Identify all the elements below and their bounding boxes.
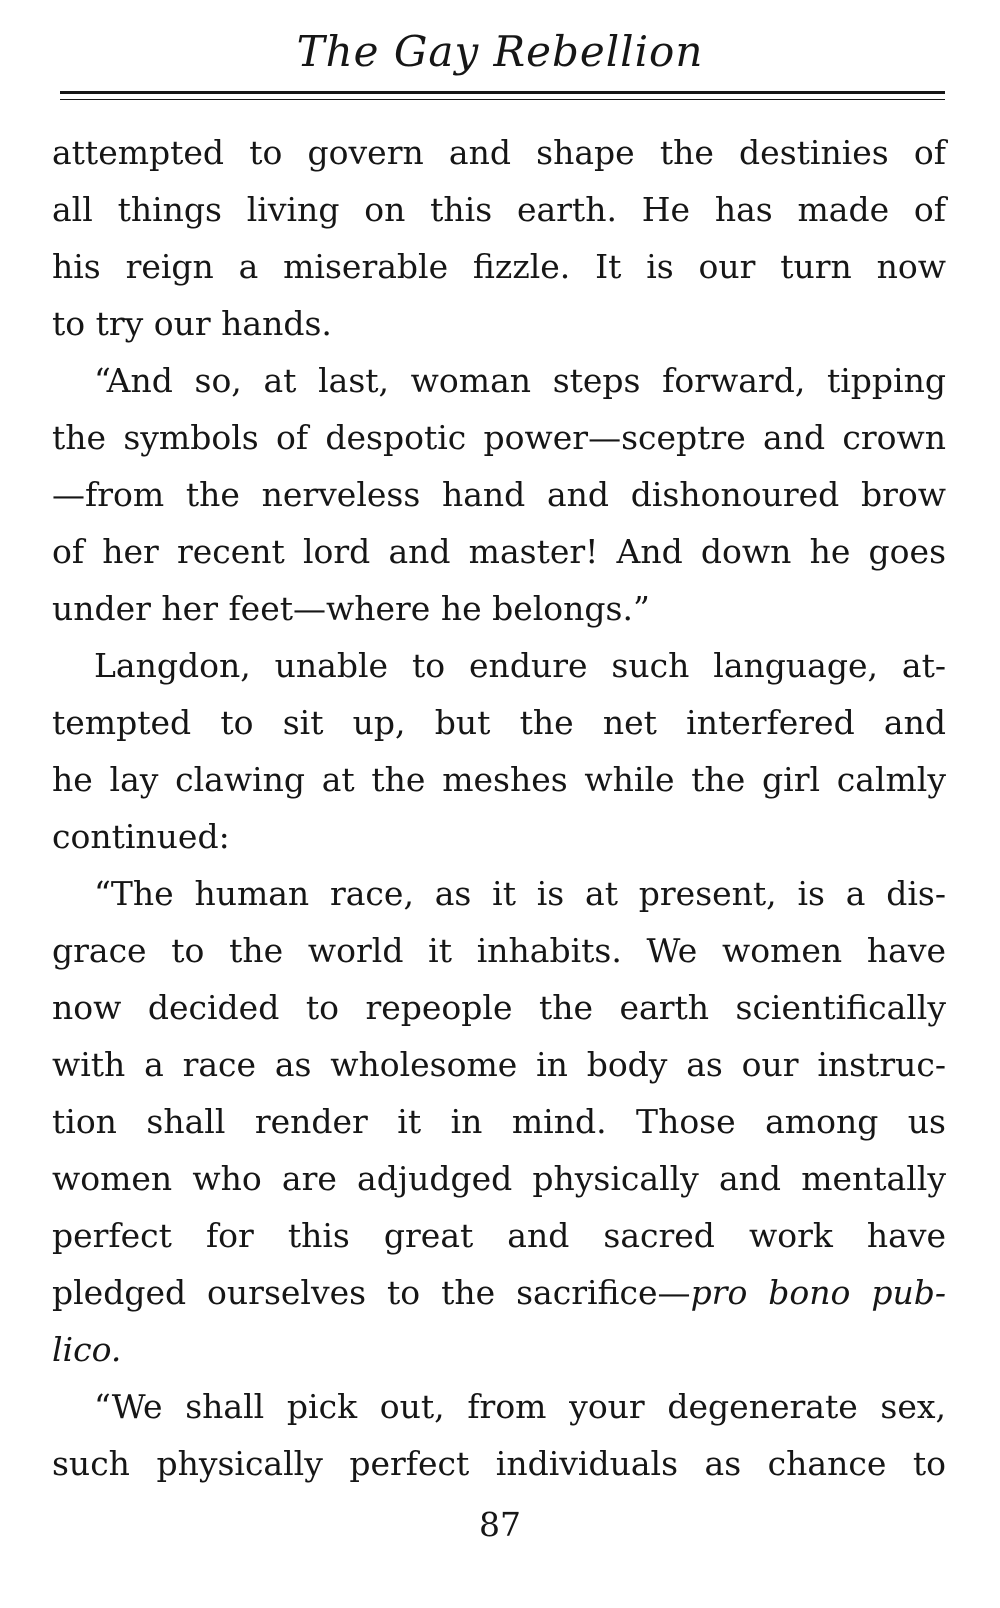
- text-line: [52, 1321, 946, 1378]
- text-line: with a race as wholesome in body as our instruc-: [52, 1045, 946, 1084]
- text-line: to try our hands.: [52, 304, 332, 343]
- text-line: [52, 1264, 946, 1321]
- text-line: of her recent lord and master! And down he goes: [52, 532, 946, 571]
- text-line: the symbols of despotic power—sceptre and crown: [52, 418, 946, 457]
- text-line: tion shall render it in mind. Those among us: [52, 1102, 946, 1141]
- header-rule-thin: [60, 99, 945, 100]
- paragraph-start-line: Langdon, unable to endure such language, at-: [94, 646, 946, 685]
- text-line: —from the nerveless hand and dishonoured brow: [52, 475, 946, 514]
- text-line: now decided to repeople the earth scientifically: [52, 988, 946, 1027]
- paragraph-start-line: “We shall pick out, from your degenerate sex,: [94, 1387, 946, 1426]
- text-line: continued:: [52, 817, 230, 856]
- text-line: attempted to govern and shape the destinies of: [52, 133, 946, 172]
- latin-phrase: pro bono pub-: [690, 1273, 946, 1312]
- paragraph-start-line: “And so, at last, woman steps forward, tipping: [94, 361, 946, 400]
- text-line: such physically perfect individuals as chance to: [52, 1444, 946, 1483]
- text-line: his reign a miserable fizzle. It is our turn now: [52, 247, 946, 286]
- text-line: perfect for this great and sacred work have: [52, 1216, 946, 1255]
- text-line: he lay clawing at the meshes while the girl calmly: [52, 760, 946, 799]
- running-title: The Gay Rebellion: [296, 27, 704, 76]
- text-line: under her feet—where he belongs.”: [52, 589, 650, 628]
- body-text: [52, 124, 946, 1492]
- text-line: all things living on this earth. He has made of: [52, 190, 946, 229]
- text-line: grace to the world it inhabits. We women have: [52, 931, 946, 970]
- page-number: 87: [479, 1505, 521, 1544]
- latin-phrase-end: lico.: [52, 1330, 122, 1369]
- text-line: tempted to sit up, but the net interfered and: [52, 703, 946, 742]
- text-line: women who are adjudged physically and mentally: [52, 1159, 946, 1198]
- paragraph-start-line: “The human race, as it is at present, is a dis-: [94, 874, 946, 913]
- header-rule-thick: [60, 91, 945, 94]
- text-segment: pledged ourselves to the sacrifice—: [52, 1273, 691, 1312]
